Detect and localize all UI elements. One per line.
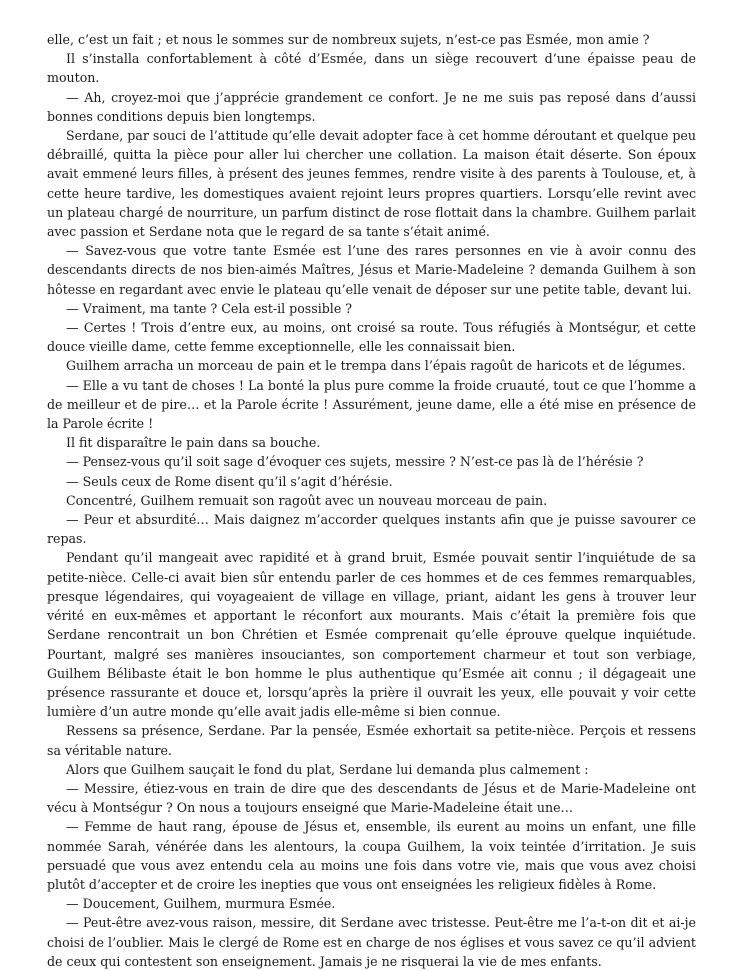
paragraph: — Ah, croyez-moi que j’apprécie grandement ce confort. Je ne me suis pas reposé dans d’aussi bonnes conditions depuis bien longtemps. <box>47 89 696 124</box>
paragraph: Il fit disparaître le pain dans sa bouche. <box>66 435 321 451</box>
paragraph: Guilhem arracha un morceau de pain et le trempa dans l’épais ragoût de haricots et de légumes. <box>66 358 686 374</box>
paragraph: — Certes ! Trois d’entre eux, au moins, ont croisé sa route. Tous réfugiés à Montségur, et cette douce vieille dame, cette femme exceptionnelle, elle les connaissait bien. <box>47 320 696 355</box>
paragraph: Ressens sa présence, Serdane. Par la pensée, Esmée exhortait sa petite-nièce. Perçois et ressens sa véritable nature. <box>47 723 696 758</box>
paragraph: — Peut-être avez-vous raison, messire, dit Serdane avec tristesse. Peut-être me l’a-t-on dit et ai-je choisi de l’oublier. Mais le clergé de Rome est en charge de nos églises et vous savez ce qu’il advient de ceux qui contestent son enseignement. Jamais je ne risquerai la vie de mes enfants. <box>47 915 696 969</box>
paragraph: — Doucement, Guilhem, murmura Esmée. <box>66 896 336 912</box>
paragraph: — Vraiment, ma tante ? Cela est-il possible ? <box>66 300 353 316</box>
paragraph: — Messire, étiez-vous en train de dire que des descendants de Jésus et de Marie-Madeleine ont vécu à Montségur ? On nous a toujours enseigné que Marie-Madeleine était une… <box>47 780 696 816</box>
paragraph: — Pensez-vous qu’il soit sage d’évoquer ces sujets, messire ? N’est-ce pas là de l’hérésie ? <box>66 454 644 470</box>
paragraph: — Seuls ceux de Rome disent qu’il s’agit d’hérésie. <box>66 473 393 489</box>
paragraph: — Femme de haut rang, épouse de Jésus et, ensemble, ils eurent au moins un enfant, une fille nommée Sarah, vénérée dans les alentours, la coupa Guilhem, la voix teintée d’irritation. Je suis persuadé que vous avez entendu cela au moins une fois dans votre vie, mais que vous avez choisi plutôt d’accepter et de croire les inepties que vous ont enseignées les religieux fidèles à Rome. <box>47 819 696 892</box>
paragraph: Pendant qu’il mangeait avec rapidité et à grand bruit, Esmée pouvait sentir l’inquiétude de sa petite-nièce. Celle-ci avait bien sûr entendu parler de ces hommes et de ces femmes remarquables, presque légendaires, qui voyageaient de village en village, priant, aidant les gens à trouver leur vérité en eux-mêmes et apportant le réconfort aux mourants. Mais c’était la première fois que Serdane rencontrait un bon Chrétien et Esmée comprenait qu’elle éprouve quelque inquiétude. Pourtant, malgré ses manières insouciantes, son comportement charmeur et tout son verbiage, Guilhem Bélibaste était le bon homme le plus authentique qu’Esmée ait connu ; il dégageait une présence rassurante et douce et, lorsqu’après la prière il ouvrait les yeux, elle pouvait y voir cette lumière d’un autre monde qu’elle avait jadis elle-même si bien connue. <box>47 550 696 720</box>
paragraph: — Savez-vous que votre tante Esmée est l’une des rares personnes en vie à avoir connu des descendants directs de nos bien-aimés Maîtres, Jésus et Marie-Madeleine ? demanda Guilhem à son hôtesse en regardant avec envie le plateau qu’elle venait de déposer sur une petite table, devant lui. <box>47 243 696 297</box>
paragraph: — Elle a vu tant de choses ! La bonté la plus pure comme la froide cruauté, tout ce que l’homme a de meilleur et de pire… et la Parole écrite ! Assurément, jeune dame, elle a été mise en présence de la Parole écrite ! <box>47 377 696 432</box>
paragraph: — Peur et absurdité… Mais daignez m’accorder quelques instants afin que je puisse savourer ce repas. <box>47 512 696 547</box>
paragraph: Il s’installa confortablement à côté d’Esmée, dans un siège recouvert d’une épaisse peau de mouton. <box>47 51 696 86</box>
paragraph: Concentré, Guilhem remuait son ragoût avec un nouveau morceau de pain. <box>66 492 548 508</box>
paragraph: Alors que Guilhem sauçait le fond du plat, Serdane lui demanda plus calmement : <box>66 761 589 777</box>
paragraph: Serdane, par souci de l’attitude qu’elle devait adopter face à cet homme déroutant et quelque peu débraillé, quitta la pièce pour aller lui chercher une collation. La maison était déserte. Son époux avait emmené leurs filles, à présent des jeunes femmes, rendre visite à des parents à Toulouse, et, à cette heure tardive, les domestiques avaient rejoint leurs propres quartiers. Lorsqu’elle revint avec un plateau chargé de nourriture, un parfum distinct de rose flottait dans la chambre. Guilhem parlait avec passion et Serdane nota que le regard de sa tante s’était animé. <box>47 128 696 240</box>
paragraph: elle, c’est un fait ; et nous le sommes sur de nombreux sujets, n’est-ce pas Esmée, mon amie ? <box>47 32 650 47</box>
